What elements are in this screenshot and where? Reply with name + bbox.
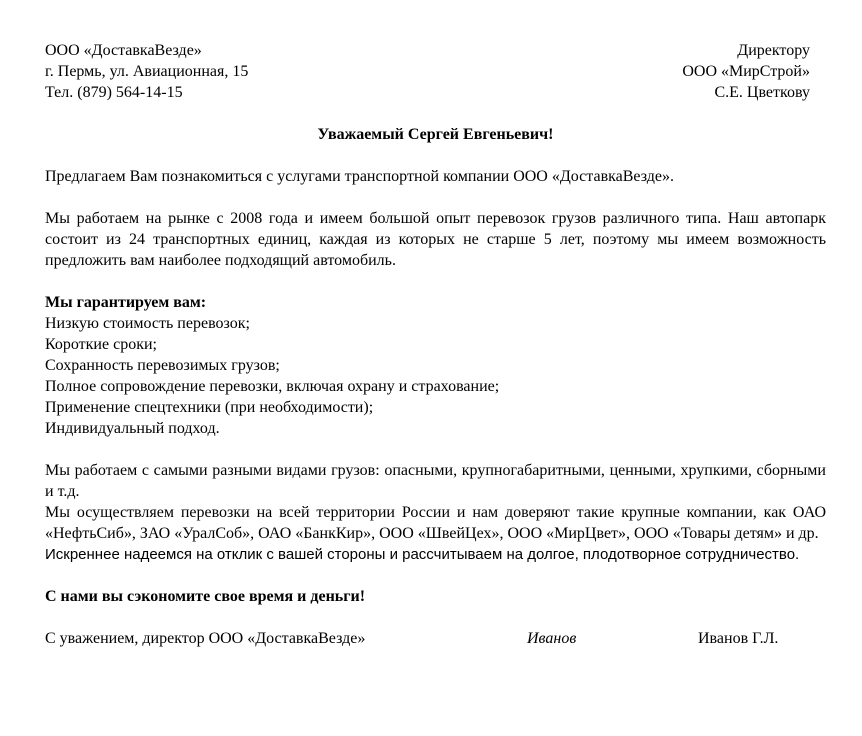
letter-header [45, 40, 826, 103]
guarantees-list [45, 313, 826, 439]
recipient-name: С.Е. Цветкову [714, 84, 810, 101]
list-item: Короткие сроки; [45, 336, 157, 353]
guarantees-section [45, 292, 826, 439]
intro-paragraph: Предлагаем Вам познакомиться с услугами транспортной компании ООО «ДоставкаВезде». [45, 168, 674, 185]
experience-paragraph: Мы работаем на рынке с 2008 года и имеем большой опыт перевозок грузов различного типа. Наш автопарк состоит из 24 транспортных единиц, каждая из которых не старше 5 лет, поэтому мы имеем возможность предложить вам наиболее подходящий автомобиль. [45, 210, 826, 269]
salutation: Уважаемый Сергей Евгеньевич! [317, 126, 554, 143]
letter [45, 40, 826, 649]
recipient-position: Директору [737, 42, 810, 59]
sender-address: г. Пермь, ул. Авиационная, 15 [45, 63, 249, 80]
list-item: Индивидуальный подход. [45, 420, 220, 437]
cargo-types-paragraph: Мы работаем с самыми разными видами грузов: опасными, крупногабаритными, ценными, хрупкими, сборными и т.д. [45, 462, 826, 500]
recipient-company: ООО «МирСтрой» [682, 63, 810, 80]
signer-name: Иванов Г.Л. [698, 630, 779, 647]
list-item: Применение спецтехники (при необходимости); [45, 399, 374, 416]
guarantees-heading: Мы гарантируем вам: [45, 294, 207, 311]
signature-row [45, 628, 826, 649]
list-item: Сохранность перевозимых грузов; [45, 357, 280, 374]
sender-phone: Тел. (879) 564-14-15 [45, 84, 183, 101]
slogan: С нами вы сэкономите свое время и деньги! [45, 588, 366, 605]
sender-block [45, 40, 248, 103]
clients-paragraph: Мы осуществляем перевозки на всей территории России и нам доверяют такие крупные компании, как ОАО «НефтьСиб», ЗАО «УралСоб», ОАО «БанкКир», ООО «ШвейЦех», ООО «МирЦвет», ООО «Товары детям» и др. [45, 504, 826, 542]
closing-paragraph: Искреннее надеемся на отклик с вашей стороны и рассчитываем на долгое, плодотворное сотрудничество. [45, 546, 800, 563]
list-item: Низкую стоимость перевозок; [45, 315, 250, 332]
handwritten-signature: Иванов [527, 630, 577, 647]
regards-text: С уважением, директор ООО «ДоставкаВезде» [45, 630, 366, 647]
list-item: Полное сопровождение перевозки, включая охрану и страхование; [45, 378, 500, 395]
recipient-block [682, 40, 810, 103]
sender-company: ООО «ДоставкаВезде» [45, 42, 202, 59]
